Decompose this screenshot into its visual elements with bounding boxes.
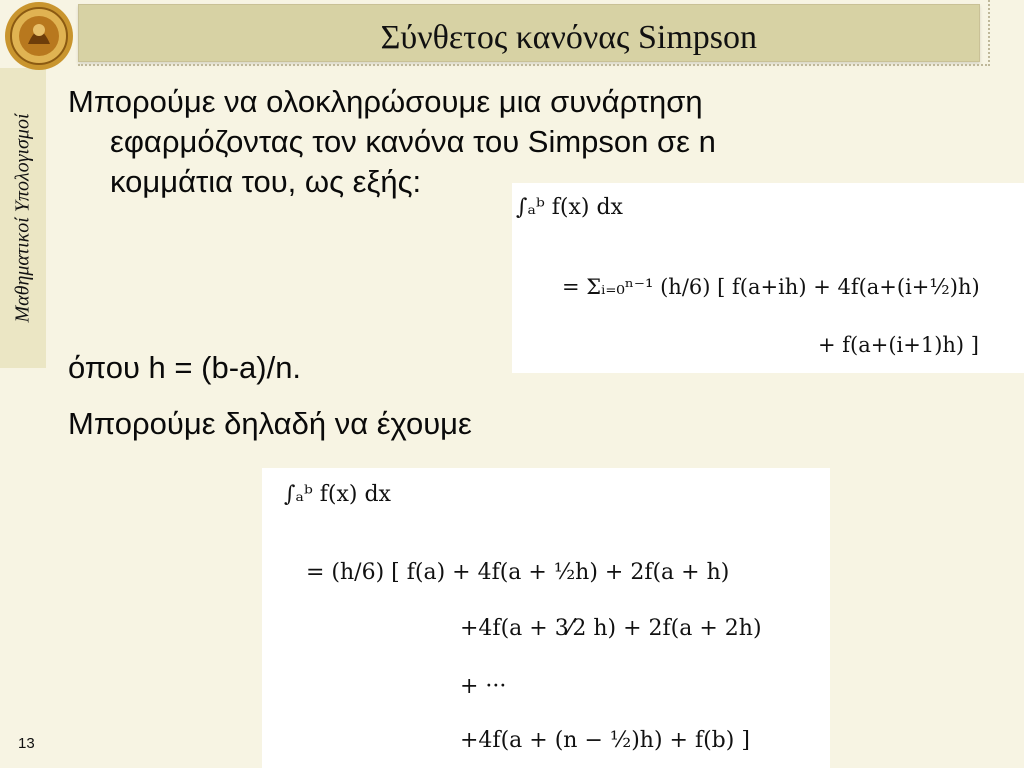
university-seal-logo-icon	[2, 0, 76, 72]
paragraph-intro-line3: κομμάτια του, ως εξής:	[110, 164, 422, 199]
equation2-line1: ∫ₐᵇ f(x) dx	[284, 482, 391, 507]
title-divider-vertical	[988, 0, 990, 66]
equation1-line1: ∫ₐᵇ f(x) dx	[516, 195, 623, 220]
equation-expanded	[262, 468, 830, 768]
slide-title: Σύνθετος κανόνας Simpson	[380, 19, 757, 56]
page-number: 13	[18, 735, 35, 752]
equation1-line2: = Σᵢ₌₀ⁿ⁻¹ (h/6) [ f(a+ih) + 4f(a+(i+½)h)	[562, 275, 980, 299]
title-bar	[78, 4, 980, 62]
equation2-line2: = (h/6) [ f(a) + 4f(a + ½h) + 2f(a + h)	[306, 560, 730, 585]
sidebar	[0, 0, 46, 768]
paragraph-expansion: Μπορούμε δηλαδή να έχουμε	[68, 406, 472, 441]
equation2-line5: +4f(a + (n − ½)h) + f(b) ]	[460, 728, 750, 753]
sidebar-label: Μαθηματικοί Υπολογισμοί	[11, 113, 34, 323]
paragraph-h-definition: όπου h = (b-a)/n.	[68, 350, 302, 385]
equation2-line3: +4f(a + 3⁄2 h) + 2f(a + 2h)	[460, 616, 762, 641]
equation-composite-simpson	[512, 183, 1024, 373]
equation1-line3: + f(a+(i+1)h) ]	[818, 333, 979, 357]
title-divider	[78, 64, 990, 66]
paragraph-intro-line1: Μπορούμε να ολοκληρώσουμε μια συνάρτηση	[68, 84, 703, 119]
paragraph-intro-line2: εφαρμόζοντας τον κανόνα του Simpson σε n	[110, 124, 716, 159]
equation2-line4: + ···	[460, 674, 507, 699]
